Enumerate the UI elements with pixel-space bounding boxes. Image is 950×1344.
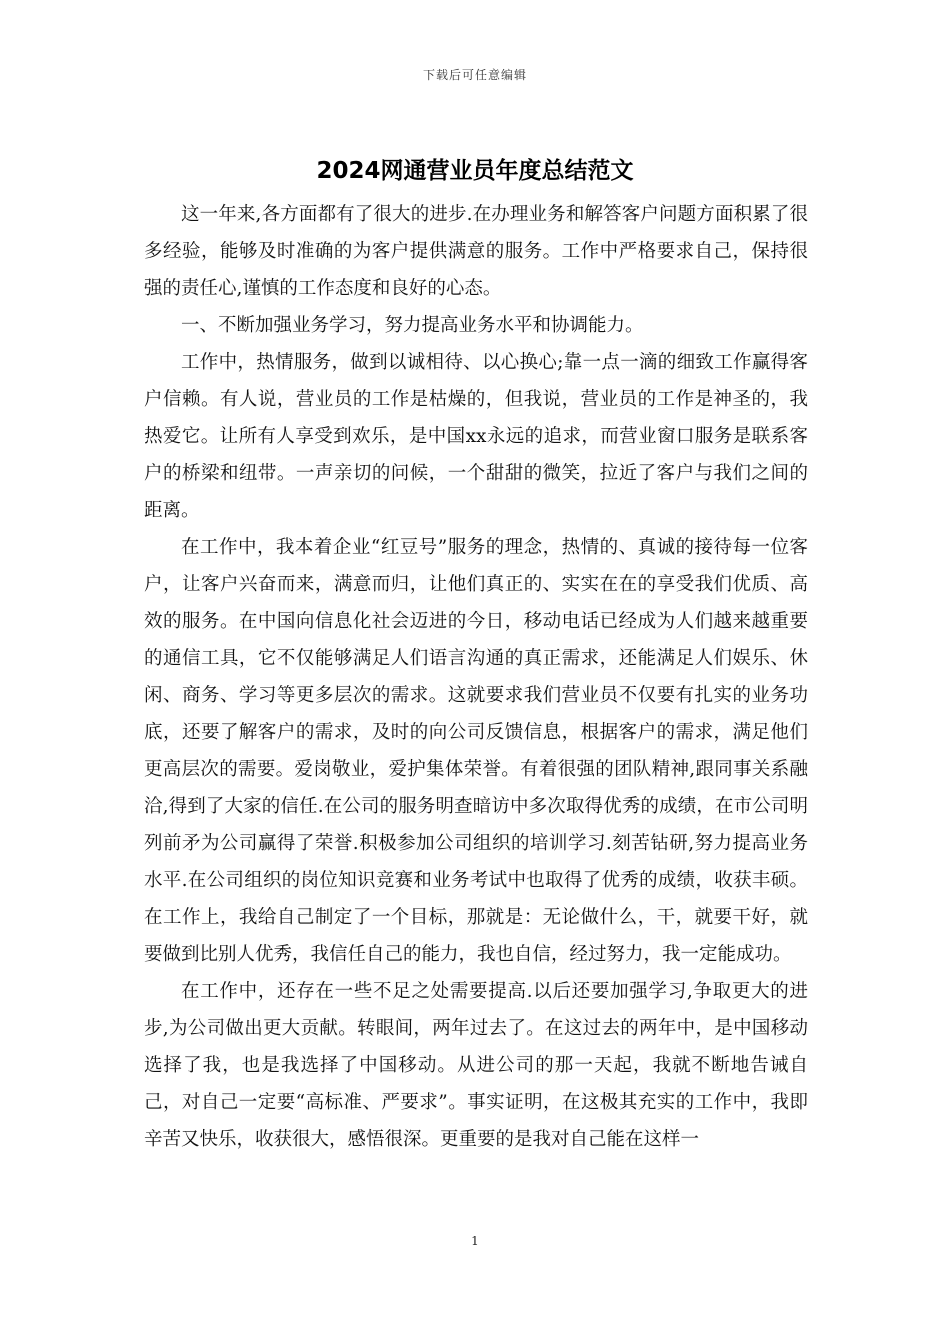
paragraph-improvement: 在工作中，还存在一些不足之处需要提高.以后还要加强学习,争取更大的进步,为公司做出更大贡献。转眼间，两年过去了。在这过去的两年中，是中国移动选择了我，也是我选择了中国移动。从进公司的那一天起，我就不断地告诫自己，对自己一定要“高标准、严要求”。事实证明，在这极其充实的工作中，我即辛苦又快乐，收获很大，感悟很深。更重要的是我对自己能在这样一: [144, 981, 808, 1150]
header-note: 下载后可任意编辑: [422, 68, 527, 82]
page-number: 1: [471, 1234, 479, 1248]
document-body: [144, 196, 808, 1158]
paragraph-intro: 这一年来,各方面都有了很大的进步.在办理业务和解答客户问题方面积累了很多经验，能够及时准确的为客户提供满意的服务。工作中严格要求自己，保持很强的责任心,谨慎的工作态度和良好的心态。: [144, 204, 808, 299]
paragraph-section-heading: 一、不断加强业务学习，努力提高业务水平和协调能力。: [181, 315, 644, 336]
document-title: 2024网通营业员年度总结范文: [316, 158, 634, 184]
paragraph-work-philosophy: 在工作中，我本着企业“红豆号”服务的理念，热情的、真诚的接待每一位客户，让客户兴奋而来，满意而归，让他们真正的、实实在在的享受我们优质、高效的服务。在中国向信息化社会迈进的今日，移动电话已经成为人们越来越重要的通信工具，它不仅能够满足人们语言沟通的真正需求，还能满足人们娱乐、休闲、商务、学习等更多层次的需求。这就要求我们营业员不仅要有扎实的业务功底，还要了解客户的需求，及时的向公司反馈信息，根据客户的需求，满足他们更高层次的需要。爱岗敬业，爱护集体荣誉。有着很强的团队精神,跟同事关系融洽,得到了大家的信任.在公司的服务明查暗访中多次取得优秀的成绩，在市公司明列前矛为公司赢得了荣誉.积极参加公司组织的培训学习.刻苦钻研,努力提高业务水平.在公司组织的岗位知识竞赛和业务考试中也取得了优秀的成绩，收获丰硕。在工作上，我给自己制定了一个目标，那就是：无论做什么，干，就要干好，就要做到比别人优秀，我信任自己的能力，我也自信，经过努力，我一定能成功。: [144, 537, 808, 965]
paragraph-service: 工作中，热情服务，做到以诚相待、以心换心;靠一点一滴的细致工作赢得客户信赖。有人说，营业员的工作是枯燥的，但我说，营业员的工作是神圣的，我热爱它。让所有人享受到欢乐，是中国xx永远的追求，而营业窗口服务是联系客户的桥梁和纽带。一声亲切的问候，一个甜甜的微笑，拉近了客户与我们之间的距离。: [144, 352, 808, 521]
